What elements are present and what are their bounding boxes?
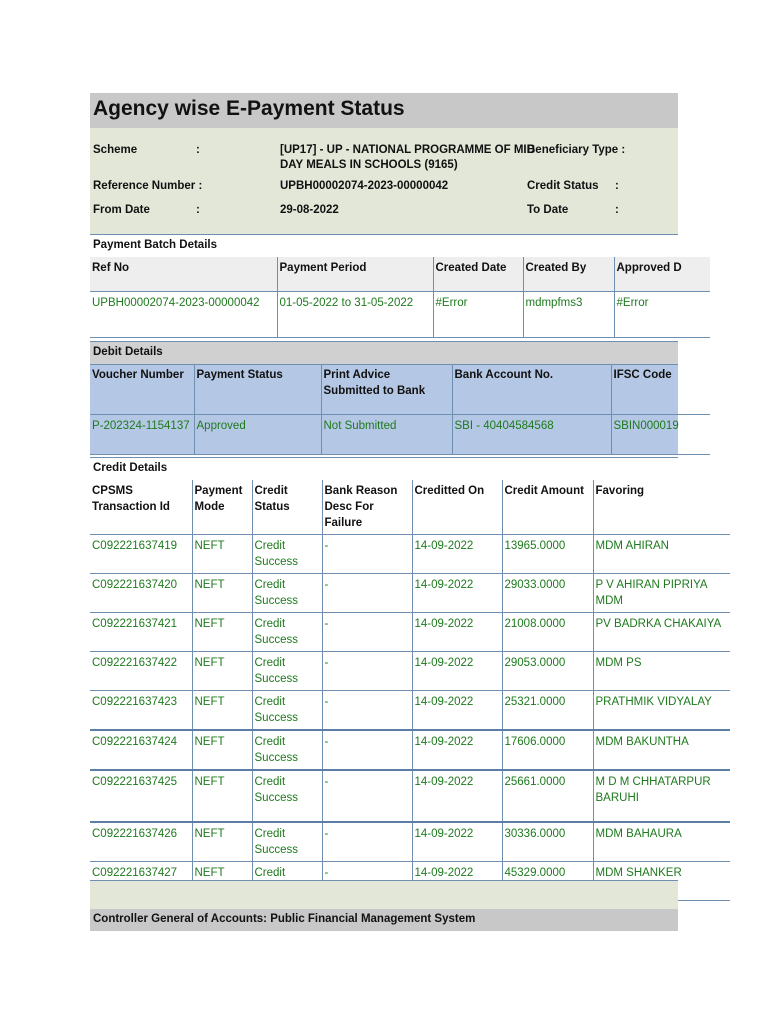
cell-favoring: MDM SHANKER	[593, 862, 730, 901]
payment-batch-heading-bar	[90, 234, 678, 258]
footer-spacer	[90, 880, 678, 910]
cell-bank-reason: -	[322, 822, 412, 862]
cell-bank-reason: -	[322, 691, 412, 731]
debit-table	[90, 364, 710, 455]
credit-status-label: Credit Status	[527, 180, 599, 192]
cell-credit-status: Credit Success	[252, 613, 322, 652]
cell-transaction-id: C092221637422	[90, 652, 192, 691]
cell-payment-mode: NEFT	[192, 691, 252, 731]
cell-payment-status: Approved	[194, 414, 321, 454]
cell-credit-amount: 29033.0000	[502, 574, 593, 613]
col-credit-status: Credit Status	[252, 480, 322, 535]
cell-credit-amount: 25661.0000	[502, 770, 593, 822]
col-bank-account: Bank Account No.	[452, 364, 611, 414]
col-payment-period: Payment Period	[277, 257, 433, 291]
table-row	[90, 730, 730, 770]
col-created-by: Created By	[523, 257, 614, 291]
cell-credit-amount: 13965.0000	[502, 535, 593, 574]
cell-ifsc-code: SBIN000019	[611, 414, 710, 454]
cell-transaction-id: C092221637419	[90, 535, 192, 574]
cell-credit-status: Credit Success	[252, 535, 322, 574]
cell-transaction-id: C092221637426	[90, 822, 192, 862]
payment-batch-section	[90, 234, 682, 340]
cell-favoring: P V AHIRAN PIPRIYA MDM	[593, 574, 730, 613]
cell-credit-amount: 45329.0000	[502, 862, 593, 901]
beneficiary-type-label: Beneficiary Type :	[527, 144, 626, 156]
cell-favoring: MDM BAHAURA	[593, 822, 730, 862]
col-payment-mode: Payment Mode	[192, 480, 252, 535]
cell-transaction-id: C092221637424	[90, 730, 192, 770]
table-row	[90, 535, 730, 574]
cell-credit-amount: 25321.0000	[502, 691, 593, 731]
cell-credit-amount: 21008.0000	[502, 613, 593, 652]
cell-credit-amount: 17606.0000	[502, 730, 593, 770]
col-bank-reason: Bank Reason Desc For Failure	[322, 480, 412, 535]
cell-favoring: M D M CHHATARPUR BARUHI	[593, 770, 730, 822]
cell-favoring: MDM PS	[593, 652, 730, 691]
credit-section	[90, 457, 722, 880]
scheme-label: Scheme	[93, 144, 138, 156]
table-row	[90, 822, 730, 862]
credit-table	[90, 480, 730, 901]
cell-credit-status: Credit Success	[252, 730, 322, 770]
col-ref-no: Ref No	[90, 257, 277, 291]
to-date-label: To Date	[527, 204, 569, 216]
cell-payment-mode: NEFT	[192, 770, 252, 822]
col-creditted-on: Creditted On	[412, 480, 502, 535]
cell-creditted-on: 14-09-2022	[412, 862, 502, 901]
cell-print-advice: Not Submitted	[321, 414, 452, 454]
cell-favoring: MDM AHIRAN	[593, 535, 730, 574]
col-created-date: Created Date	[433, 257, 523, 291]
title-bar	[90, 93, 678, 128]
cell-credit-status: Credit Success	[252, 652, 322, 691]
cell-payment-mode: NEFT	[192, 730, 252, 770]
cell-created-date: #Error	[433, 291, 523, 337]
cell-creditted-on: 14-09-2022	[412, 730, 502, 770]
credit-header-row	[90, 480, 730, 535]
scheme-value-line1: [UP17] - UP - NATIONAL PROGRAMME OF MID	[280, 144, 535, 156]
cell-transaction-id: C092221637423	[90, 691, 192, 731]
report-sheet	[90, 93, 722, 933]
cell-payment-mode: NEFT	[192, 535, 252, 574]
cell-payment-period: 01-05-2022 to 31-05-2022	[277, 291, 433, 337]
debit-heading-bar	[90, 341, 678, 365]
cell-bank-reason: -	[322, 535, 412, 574]
cell-bank-reason: -	[322, 574, 412, 613]
cell-created-by: mdmpfms3	[523, 291, 614, 337]
col-approved-date: Approved D	[614, 257, 710, 291]
scheme-colon: :	[196, 144, 200, 156]
cell-credit-status: Credit Success	[252, 574, 322, 613]
cell-favoring: PRATHMIK VIDYALAY	[593, 691, 730, 731]
footer-text: Controller General of Accounts: Public Financial Management System	[93, 913, 476, 925]
table-row	[90, 691, 730, 731]
cell-creditted-on: 14-09-2022	[412, 535, 502, 574]
cell-credit-status: Credit Success	[252, 770, 322, 822]
payment-batch-table	[90, 257, 710, 338]
to-date-colon: :	[615, 204, 619, 216]
cell-bank-reason: -	[322, 730, 412, 770]
payment-batch-header-row	[90, 257, 710, 291]
cell-bank-account: SBI - 40404584568	[452, 414, 611, 454]
cell-payment-mode: NEFT	[192, 862, 252, 901]
reference-number-value: UPBH00002074-2023-00000042	[280, 180, 449, 192]
col-favoring: Favoring	[593, 480, 730, 535]
cell-payment-mode: NEFT	[192, 822, 252, 862]
cell-bank-reason: -	[322, 770, 412, 822]
cell-credit-status: Credit	[252, 862, 322, 901]
cell-creditted-on: 14-09-2022	[412, 574, 502, 613]
cell-bank-reason: -	[322, 652, 412, 691]
scheme-value-line2: DAY MEALS IN SCHOOLS (9165)	[280, 159, 458, 171]
cell-credit-amount: 29053.0000	[502, 652, 593, 691]
cell-approved-date: #Error	[614, 291, 710, 337]
from-date-colon: :	[196, 204, 200, 216]
page-title: Agency wise E-Payment Status	[93, 97, 405, 120]
table-row	[90, 613, 730, 652]
credit-heading-bar	[90, 457, 678, 481]
cell-favoring: MDM BAKUNTHA	[593, 730, 730, 770]
cell-creditted-on: 14-09-2022	[412, 770, 502, 822]
cell-creditted-on: 14-09-2022	[412, 613, 502, 652]
cell-transaction-id: C092221637425	[90, 770, 192, 822]
debit-header-row	[90, 364, 710, 414]
cell-transaction-id: C092221637427	[90, 862, 192, 901]
cell-bank-reason: -	[322, 613, 412, 652]
cell-favoring: PV BADRKA CHAKAIYA	[593, 613, 730, 652]
col-payment-status: Payment Status	[194, 364, 321, 414]
footer-bar	[90, 909, 678, 931]
cell-creditted-on: 14-09-2022	[412, 691, 502, 731]
credit-heading: Credit Details	[93, 462, 168, 474]
col-cpsms-transaction-id: CPSMS Transaction Id	[90, 480, 192, 535]
cell-bank-reason: -	[322, 862, 412, 901]
reference-number-label: Reference Number :	[93, 180, 203, 192]
cell-transaction-id: C092221637421	[90, 613, 192, 652]
cell-payment-mode: NEFT	[192, 652, 252, 691]
cell-payment-mode: NEFT	[192, 574, 252, 613]
table-row	[90, 770, 730, 822]
col-ifsc-code: IFSC Code	[611, 364, 710, 414]
table-row	[90, 652, 730, 691]
cell-ref-no: UPBH00002074-2023-00000042	[90, 291, 277, 337]
cell-credit-amount: 30336.0000	[502, 822, 593, 862]
table-row	[90, 414, 710, 454]
col-voucher-number: Voucher Number	[90, 364, 194, 414]
table-row	[90, 574, 730, 613]
credit-status-colon: :	[615, 180, 619, 192]
debit-section	[90, 341, 678, 455]
cell-payment-mode: NEFT	[192, 613, 252, 652]
from-date-label: From Date	[93, 204, 150, 216]
col-credit-amount: Credit Amount	[502, 480, 593, 535]
cell-creditted-on: 14-09-2022	[412, 652, 502, 691]
debit-heading: Debit Details	[93, 346, 163, 358]
cell-creditted-on: 14-09-2022	[412, 822, 502, 862]
cell-credit-status: Credit Success	[252, 691, 322, 731]
cell-credit-status: Credit Success	[252, 822, 322, 862]
col-print-advice: Print Advice Submitted to Bank	[321, 364, 452, 414]
payment-batch-heading: Payment Batch Details	[93, 239, 217, 251]
cell-transaction-id: C092221637420	[90, 574, 192, 613]
table-row	[90, 291, 710, 337]
from-date-value: 29-08-2022	[280, 204, 339, 216]
cell-voucher-number: P-202324-1154137	[90, 414, 194, 454]
